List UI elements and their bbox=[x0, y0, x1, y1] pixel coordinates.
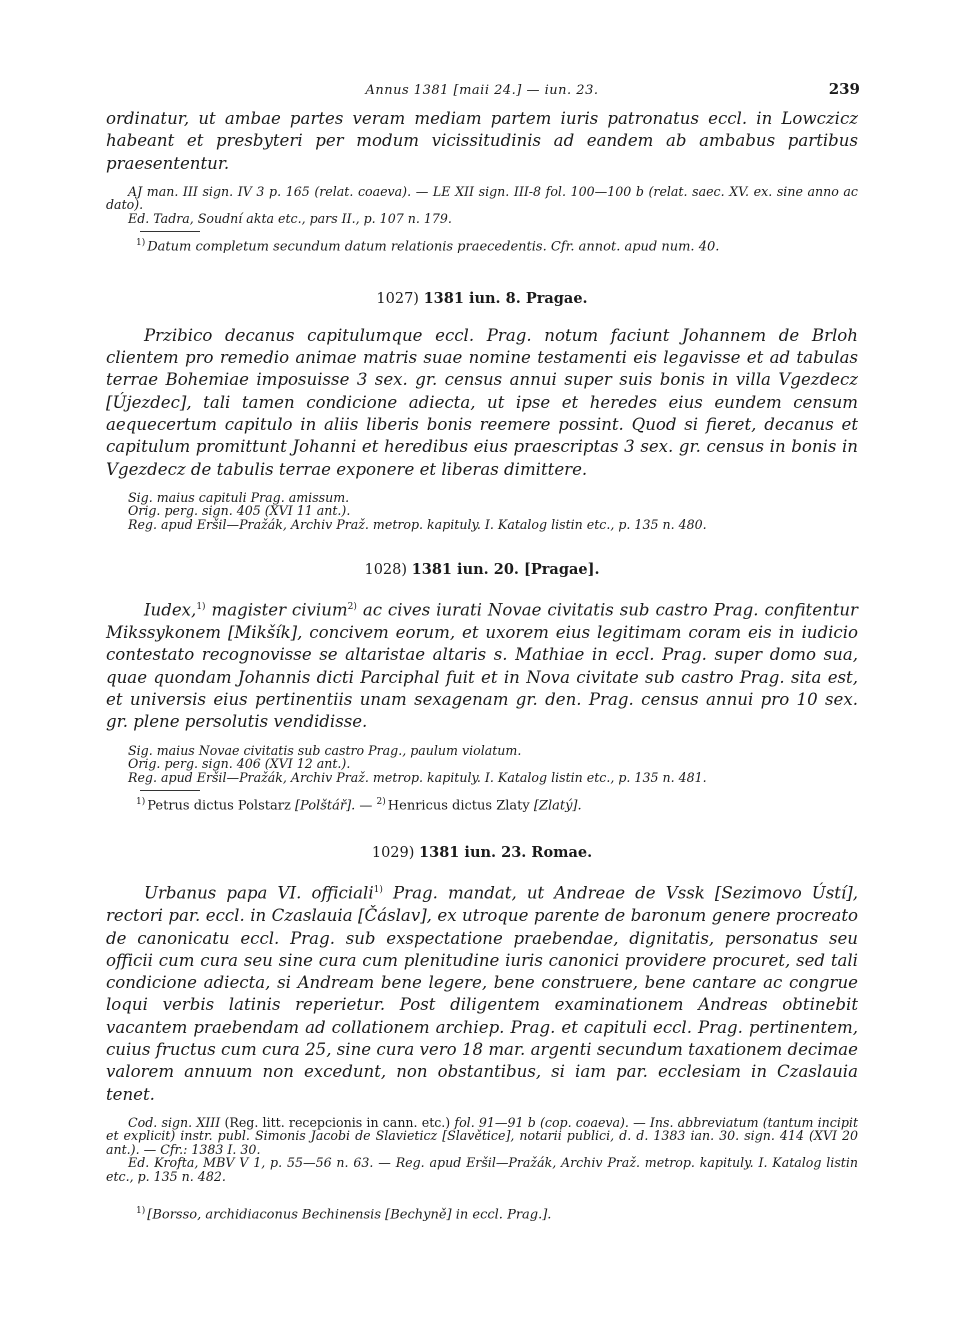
source-notes bbox=[106, 744, 858, 785]
footnote-mark: 2) bbox=[376, 797, 386, 808]
entry-number: 1027) bbox=[376, 290, 419, 307]
entry-text-part: Prag. mandat, ut Andreae de Vssk [Sezimovo Ústí], rectori par. eccl. in Czaslauia [Čáslav], ex utroque parente de baronum genere procreato de canonicatu eccl. Prag. sub exspectatione praebendae, dignitatis, personatus seu officii cum cura seu sine cura cum plenitudine iuris canonici providere procuret, sed tali condicione adiecta, si Andream bene legere, bene construere, bene cantare ac congrue loqui verbis latinis reperietur. Post diligentem examinationem Andreas obtinebit vacantem praebendam ad collationem archiep. Prag. et capituli eccl. Prag. pertinentem, cuius fructus cum cura 25, sine cura vero 18 mar. argenti secundum taxationem decimae valorem annuum non excedunt, non obstantibus, si iam par. ecclesiam in Czaslauia tenet. bbox=[106, 883, 859, 1104]
page-number: 239 bbox=[828, 80, 860, 98]
entry-date: 1381 iun. 8. Pragae. bbox=[423, 289, 588, 307]
footnote bbox=[106, 794, 858, 814]
footnote-rule bbox=[140, 790, 200, 791]
source-notes bbox=[106, 185, 858, 226]
entry-text-part: magister civium bbox=[205, 600, 348, 620]
footnote-mark: 1) bbox=[136, 797, 146, 808]
previous-entry-continuation bbox=[106, 108, 858, 256]
footnote-mark: 1) bbox=[136, 238, 146, 249]
source-line: Orig. perg. sign. 405 (XVI 11 ant.). bbox=[128, 503, 351, 519]
source-part: (Reg. litt. recepcionis in cann. etc.) bbox=[224, 1114, 451, 1130]
source-line: Orig. perg. sign. 406 (XVI 12 ant.). bbox=[128, 756, 351, 772]
entry-text: Przibico decanus capitulumque eccl. Prag. notum faciunt Johannem de Brloh clientem pro remedio animae matris suae nomine testamenti eis legavisse et ad tabulas terrae Bohemiae imposuisse 3 sex. gr. census annui super suis bonis in villa Vgezdecz [Újezdec], tali tamen condicione adiecta, ut ipse et heredes eius eundem censum aequecertum capitulo in aliis liberis bonis reemere possint. Quod si fieret, decanus et capitulum promittunt Johanni et heredibus eius praescriptas 3 sex. gr. census in bonis in Vgezdecz de tabulis terrae exponere et liberas dimittere. bbox=[106, 325, 858, 479]
entry-text bbox=[106, 879, 858, 1106]
page bbox=[106, 80, 858, 1224]
source-line: Reg. apud Eršil—Pražák, Archiv Praž. metrop. kapituly. I. Katalog listin etc., p. 135 n. 481. bbox=[128, 769, 707, 785]
footnote-mark: 1) bbox=[136, 1206, 146, 1217]
source-line: Reg. apud Eršil—Pražák, Archiv Praž. metrop. kapituly. I. Katalog listin etc., p. 135 n. 480. bbox=[128, 516, 707, 532]
footnote-text: Henricus dictus Zlaty bbox=[387, 798, 530, 814]
entry-heading bbox=[106, 844, 858, 861]
page-header bbox=[106, 80, 858, 104]
entry-date: 1381 iun. 20. [Pragae]. bbox=[411, 561, 600, 579]
source-line bbox=[106, 1116, 858, 1157]
entry-text-part: Iudex, bbox=[144, 600, 197, 620]
footnote-text: [Zlatý]. bbox=[533, 798, 582, 814]
footnote-text: [Borsso, archidiaconus Bechinensis [Bechyně] in eccl. Prag.]. bbox=[147, 1207, 552, 1223]
entry-text-part: ac cives iurati Novae civitatis sub castro Prag. confitentur Mikssykonem [Mikšík], concivem eorum, et uxorem eius legitimam coram eis in iudicio contestato recognovisse se altaristae altaris s. Mathiae in eccl. Prag. super domo sua, quae quondam Johannis dicti Parciphal fuit et in Nova civitate sub castro Prag. sita est, et universis eius pertinentiis unam sexagenam gr. den. Prag. census annui pro 10 sex. gr. plene persolutis vendidisse. bbox=[106, 600, 858, 732]
source-line: AJ man. III sign. IV 3 p. 165 (relat. coaeva). — LE XII sign. III-8 fol. 100—100 b (relat. saec. XV. ex. sine anno ac dato). bbox=[106, 183, 858, 213]
footnote-ref: 1) bbox=[373, 885, 383, 896]
entry-text: ordinatur, ut ambae partes veram mediam partem iuris patronatus eccl. in Lowczicz habeant et presbyteri per modum vicissitudinis ad eandem ab ambabus partibus praesententur. bbox=[106, 109, 858, 173]
source-line: Sig. maius capituli Prag. amissum. bbox=[128, 489, 350, 505]
footnote-ref: 1) bbox=[196, 602, 206, 613]
entry-heading bbox=[106, 290, 858, 307]
footnote-ref: 2) bbox=[347, 602, 357, 613]
source-line: Ed. Krofta, MBV V 1, p. 55—56 n. 63. — Reg. apud Eršil—Pražák, Archiv Praž. metrop. kapituly. I. Katalog listin etc., p. 135 n. 482. bbox=[106, 1155, 858, 1184]
entry-number: 1029) bbox=[371, 845, 415, 862]
footnote-text: [Polštář]. bbox=[294, 798, 356, 814]
footnote bbox=[106, 1203, 858, 1223]
footnote-text: Datum completum secundum datum relationis praecedentis. Cfr. annot. apud num. 40. bbox=[147, 239, 720, 255]
entry-1028 bbox=[106, 561, 858, 814]
source-line: Sig. maius Novae civitatis sub castro Prag., paulum violatum. bbox=[128, 742, 522, 758]
entry-1029 bbox=[106, 844, 858, 1223]
footnote-separator: — bbox=[355, 798, 377, 814]
entry-1027 bbox=[106, 290, 858, 532]
source-part: Cod. sign. XIII bbox=[128, 1114, 225, 1130]
entry-date: 1381 iun. 23. Romae. bbox=[419, 844, 593, 862]
source-notes bbox=[106, 491, 858, 532]
entry-heading bbox=[106, 561, 858, 578]
entry-text-part: Urbanus papa VI. officiali bbox=[144, 883, 374, 903]
entry-number: 1028) bbox=[364, 562, 408, 579]
entry-text bbox=[106, 596, 858, 733]
footnote-text: Petrus dictus Polstarz bbox=[147, 798, 291, 814]
source-notes bbox=[106, 1116, 858, 1184]
source-line: Ed. Tadra, Soudní akta etc., pars II., p. 107 n. 179. bbox=[128, 210, 452, 226]
source-part: fol. 91—91 b (cop. coaeva). — Ins. abbreviatum (tantum incipit et explicit) instr. publ. Simonis Jacobi de Slavieticz [Slavětice], notarii publici, d. d. 1383 ian. 30. sign. 414 (XVI 20 ant.). — Cfr.: 1383 I. 30. bbox=[106, 1114, 859, 1157]
footnote-rule bbox=[140, 231, 200, 232]
footnote bbox=[106, 235, 858, 255]
running-head: Annus 1381 [maii 24.] — iun. 23. bbox=[365, 83, 599, 98]
